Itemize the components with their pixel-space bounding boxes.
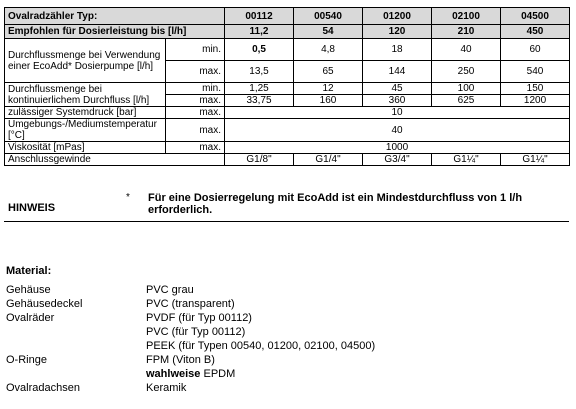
- type-label: Ovalradzähler Typ:: [5, 8, 225, 25]
- recommended-cell: 11,2: [225, 25, 294, 39]
- temperature-row: [5, 119, 570, 142]
- flow-continuous-min-cell: 150: [501, 83, 570, 95]
- viscosity-row: [5, 142, 570, 154]
- material-row: [6, 353, 375, 367]
- thread-cell: G1/8": [225, 154, 294, 166]
- material-row: [6, 381, 375, 395]
- flow-continuous-min-row: [5, 83, 570, 95]
- flow-continuous-max-cell: 1200: [501, 95, 570, 107]
- flow-continuous-min-cell: 1,25: [225, 83, 294, 95]
- flow-ecoadd-label: Durchflussmenge bei Verwendung einer EcoAdd* Dosierpumpe [l/h]: [5, 39, 166, 83]
- material-key: Gehäuse: [6, 284, 51, 296]
- thread-cell: G1¼": [501, 154, 570, 166]
- flow-ecoadd-max-cell: 540: [501, 61, 570, 83]
- flow-continuous-min-cell: 45: [363, 83, 432, 95]
- material-key: Ovalräder: [6, 312, 55, 324]
- viscosity-value: 1000: [225, 142, 570, 154]
- flow-continuous-max-cell: 160: [294, 95, 363, 107]
- material-value: PVDF (für Typ 00112): [146, 312, 252, 324]
- pressure-label: zulässiger Systemdruck [bar]: [5, 107, 166, 119]
- material-row: [6, 367, 375, 381]
- spec-table: [4, 7, 570, 166]
- material-value: FPM (Viton B): [146, 354, 215, 366]
- type-cell: 00112: [225, 8, 294, 25]
- material-value: EPDM: [203, 368, 236, 380]
- min-label: min.: [166, 39, 225, 61]
- thread-label: Anschlussgewinde: [5, 154, 225, 166]
- material-key: Ovalradachsen: [6, 382, 80, 394]
- recommended-cell: 54: [294, 25, 363, 39]
- flow-continuous-label: Durchflussmenge bei kontinuierlichem Durchfluss [l/h]: [5, 83, 166, 107]
- viscosity-label: Viskosität [mPas]: [5, 142, 166, 154]
- flow-ecoadd-max-cell: 250: [432, 61, 501, 83]
- material-key: Gehäusedeckel: [6, 298, 83, 310]
- flow-ecoadd-max-cell: 65: [294, 61, 363, 83]
- material-key: [6, 367, 146, 381]
- pressure-row: [5, 107, 570, 119]
- max-label: max.: [166, 95, 225, 107]
- flow-ecoadd-min-row: [5, 39, 570, 61]
- hinweis-text: Für eine Dosierregelung mit EcoAdd ist ein Mindestdurchfluss von 1 l/h erforderlich.: [148, 192, 523, 216]
- hinweis-note: [4, 191, 569, 222]
- material-value: PEEK (für Typen 00540, 01200, 02100, 04500): [146, 340, 376, 352]
- flow-ecoadd-min-cell: 18: [363, 39, 432, 61]
- material-value: PVC (transparent): [146, 298, 235, 310]
- flow-continuous-max-cell: 360: [363, 95, 432, 107]
- recommended-row: [5, 25, 570, 39]
- flow-ecoadd-min-cell: 40: [432, 39, 501, 61]
- recommended-cell: 210: [432, 25, 501, 39]
- flow-continuous-max-cell: 625: [432, 95, 501, 107]
- temperature-label: Umgebungs-/Mediumstemperatur [°C]: [5, 119, 166, 142]
- recommended-cell: 450: [501, 25, 570, 39]
- type-cell: 04500: [501, 8, 570, 25]
- type-cell: 02100: [432, 8, 501, 25]
- material-value: PVC (für Typ 00112): [146, 326, 246, 338]
- type-cell: 01200: [363, 8, 432, 25]
- min-label: min.: [166, 83, 225, 95]
- material-list: [6, 283, 375, 395]
- flow-continuous-min-cell: 100: [432, 83, 501, 95]
- thread-cell: G1¼": [432, 154, 501, 166]
- flow-ecoadd-min-cell: 60: [501, 39, 570, 61]
- max-label: max.: [166, 61, 225, 83]
- flow-ecoadd-max-cell: 13,5: [225, 61, 294, 83]
- recommended-cell: 120: [363, 25, 432, 39]
- thread-row: [5, 154, 570, 166]
- material-row: [6, 311, 375, 353]
- recommended-label: Empfohlen für Dosierleistung bis [l/h]: [5, 25, 225, 39]
- flow-ecoadd-min-cell: 4,8: [294, 39, 363, 61]
- material-prefix: wahlweise: [146, 368, 201, 380]
- max-label: max.: [166, 119, 225, 142]
- pressure-value: 10: [225, 107, 570, 119]
- flow-continuous-max-cell: 33,75: [225, 95, 294, 107]
- temperature-value: 40: [225, 119, 570, 142]
- material-title: Material:: [6, 265, 52, 277]
- material-row: [6, 297, 375, 311]
- material-row: [6, 283, 375, 297]
- material-value: Keramik: [146, 382, 187, 394]
- material-value: PVC grau: [146, 284, 194, 296]
- footnote-star: *: [126, 192, 130, 203]
- max-label: max.: [166, 107, 225, 119]
- hinweis-label: HINWEIS: [8, 202, 56, 214]
- thread-cell: G3/4": [363, 154, 432, 166]
- flow-ecoadd-min-cell: 0,5: [225, 39, 294, 61]
- thread-cell: G1/4": [294, 154, 363, 166]
- flow-continuous-min-cell: 12: [294, 83, 363, 95]
- flow-ecoadd-max-cell: 144: [363, 61, 432, 83]
- max-label: max.: [166, 142, 225, 154]
- header-row: [5, 8, 570, 25]
- material-key: O-Ringe: [6, 354, 47, 366]
- type-cell: 00540: [294, 8, 363, 25]
